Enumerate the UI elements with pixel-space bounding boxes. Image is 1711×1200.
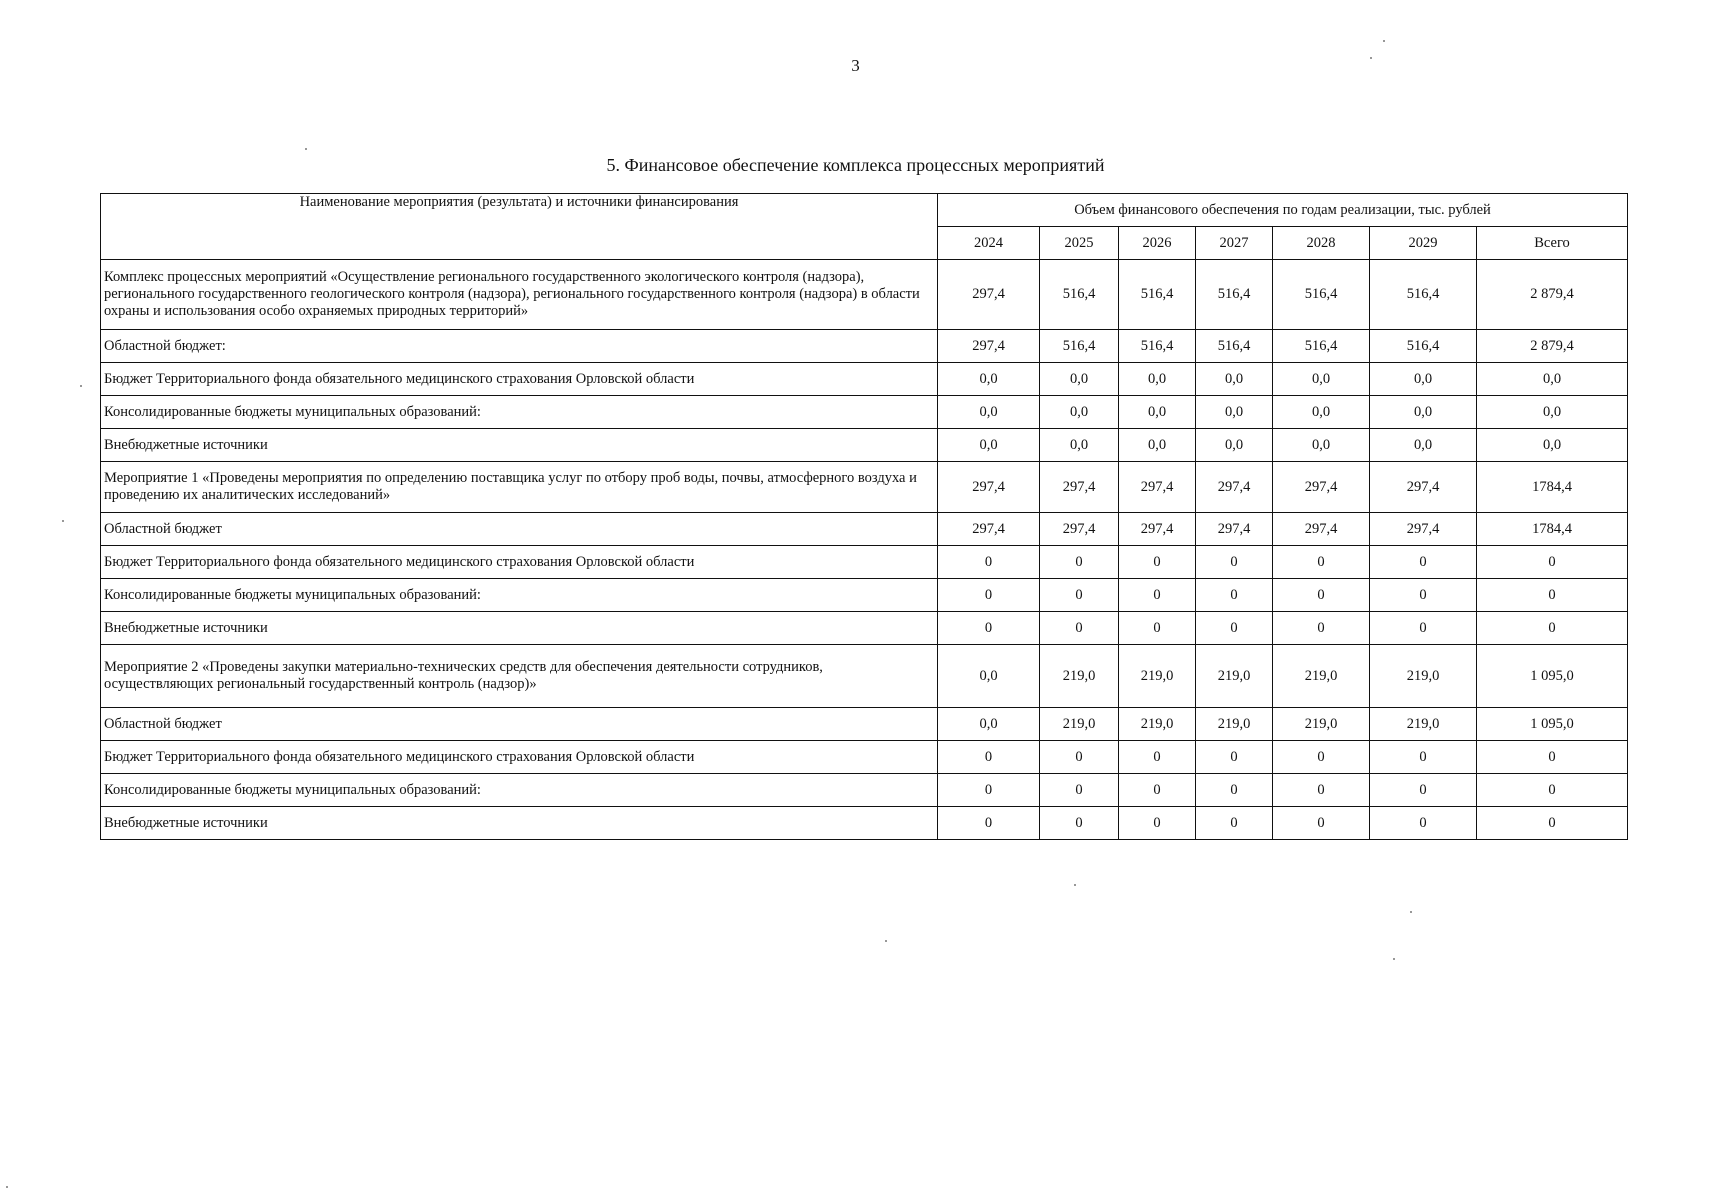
row-name: Мероприятие 1 «Проведены мероприятия по определению поставщика услуг по отбору проб воды, почвы, атмосферного воздуха и проведению их аналитических исследований»	[101, 462, 938, 513]
column-header-year: 2029	[1370, 227, 1477, 260]
column-header-financing: Объем финансового обеспечения по годам реализации, тыс. рублей	[938, 194, 1628, 227]
row-total: 1 095,0	[1477, 708, 1628, 741]
row-value: 0,0	[1370, 363, 1477, 396]
row-value: 0,0	[1119, 363, 1196, 396]
row-total: 2 879,4	[1477, 260, 1628, 330]
document-title: 5. Финансовое обеспечение комплекса процессных мероприятий	[606, 155, 1105, 175]
column-header-year: 2027	[1196, 227, 1273, 260]
row-value: 0	[1196, 579, 1273, 612]
row-value: 0	[1370, 612, 1477, 645]
row-value: 0	[1370, 807, 1477, 840]
row-value: 0	[1273, 546, 1370, 579]
table-row	[101, 741, 1628, 774]
row-value: 0	[1119, 546, 1196, 579]
row-total: 0,0	[1477, 363, 1628, 396]
row-value: 297,4	[938, 513, 1040, 546]
scan-speck	[62, 520, 64, 522]
row-name: Бюджет Территориального фонда обязательного медицинского страхования Орловской области	[101, 546, 938, 579]
scan-speck	[305, 148, 307, 150]
row-total: 0	[1477, 579, 1628, 612]
row-value: 219,0	[1040, 645, 1119, 708]
row-value: 219,0	[1119, 645, 1196, 708]
row-value: 0,0	[1119, 429, 1196, 462]
row-name: Областной бюджет	[101, 708, 938, 741]
row-value: 0,0	[1040, 396, 1119, 429]
column-header-total: Всего	[1477, 227, 1628, 260]
row-value: 297,4	[1040, 513, 1119, 546]
row-value: 0	[938, 807, 1040, 840]
table-row	[101, 513, 1628, 546]
row-value: 0,0	[1040, 363, 1119, 396]
column-header-year: 2025	[1040, 227, 1119, 260]
row-value: 0,0	[938, 708, 1040, 741]
column-header-name: Наименование мероприятия (результата) и источники финансирования	[101, 194, 938, 260]
row-value: 0,0	[1119, 396, 1196, 429]
page-number: 3	[851, 56, 860, 75]
row-value: 0	[1370, 741, 1477, 774]
row-value: 516,4	[1196, 330, 1273, 363]
row-value: 0	[1370, 546, 1477, 579]
row-name: Мероприятие 2 «Проведены закупки материально-технических средств для обеспечения деятельности сотрудников, осуществляющих региональный государственный контроль (надзор)»	[101, 645, 938, 708]
row-value: 0,0	[1273, 429, 1370, 462]
column-header-year: 2024	[938, 227, 1040, 260]
row-value: 297,4	[1273, 513, 1370, 546]
row-value: 0,0	[938, 363, 1040, 396]
row-total: 1784,4	[1477, 513, 1628, 546]
table-row	[101, 645, 1628, 708]
row-value: 0,0	[938, 429, 1040, 462]
table-row	[101, 708, 1628, 741]
row-value: 297,4	[1370, 513, 1477, 546]
row-value: 297,4	[938, 462, 1040, 513]
table-row	[101, 429, 1628, 462]
row-total: 0	[1477, 774, 1628, 807]
row-value: 0	[938, 774, 1040, 807]
row-value: 0	[938, 579, 1040, 612]
row-value: 219,0	[1040, 708, 1119, 741]
row-value: 0	[1040, 612, 1119, 645]
row-value: 297,4	[938, 260, 1040, 330]
row-value: 219,0	[1370, 645, 1477, 708]
row-value: 0,0	[1273, 363, 1370, 396]
row-value: 0	[1196, 774, 1273, 807]
row-total: 0	[1477, 546, 1628, 579]
row-value: 0	[1040, 774, 1119, 807]
row-total: 1784,4	[1477, 462, 1628, 513]
row-value: 219,0	[1370, 708, 1477, 741]
row-name: Комплекс процессных мероприятий «Осуществление регионального государственного экологического контроля (надзора), регионального государственного геологического контроля (надзора), регионального государственного контроля (надзора) в области охраны и использования особо охраняемых природных территорий»	[101, 260, 938, 330]
row-value: 516,4	[1040, 260, 1119, 330]
scan-speck	[1383, 40, 1385, 42]
financing-table	[100, 193, 1628, 840]
row-value: 0	[1273, 774, 1370, 807]
row-value: 0	[1370, 579, 1477, 612]
scan-speck	[1393, 958, 1395, 960]
row-value: 516,4	[1040, 330, 1119, 363]
row-name: Консолидированные бюджеты муниципальных образований:	[101, 774, 938, 807]
row-value: 219,0	[1273, 708, 1370, 741]
row-value: 297,4	[1196, 462, 1273, 513]
scan-speck	[885, 940, 887, 942]
table-row	[101, 260, 1628, 330]
row-value: 0,0	[938, 396, 1040, 429]
scan-speck	[80, 385, 82, 387]
row-value: 0	[1040, 807, 1119, 840]
row-value: 0	[1119, 612, 1196, 645]
row-value: 0	[1119, 741, 1196, 774]
scan-speck	[1370, 57, 1372, 59]
row-name: Областной бюджет	[101, 513, 938, 546]
row-value: 0	[938, 546, 1040, 579]
row-value: 219,0	[1119, 708, 1196, 741]
row-value: 0	[1119, 579, 1196, 612]
table-row	[101, 396, 1628, 429]
row-value: 297,4	[1119, 513, 1196, 546]
row-value: 0	[1370, 774, 1477, 807]
row-value: 516,4	[1119, 330, 1196, 363]
row-value: 516,4	[1273, 260, 1370, 330]
table-row	[101, 612, 1628, 645]
row-value: 0,0	[1196, 429, 1273, 462]
row-name: Внебюджетные источники	[101, 612, 938, 645]
row-value: 0	[938, 612, 1040, 645]
row-total: 0	[1477, 612, 1628, 645]
row-value: 0	[1040, 741, 1119, 774]
row-total: 0,0	[1477, 396, 1628, 429]
row-value: 297,4	[1273, 462, 1370, 513]
row-value: 0,0	[1370, 429, 1477, 462]
row-value: 0	[1196, 807, 1273, 840]
table-row	[101, 363, 1628, 396]
row-value: 516,4	[1196, 260, 1273, 330]
column-header-year: 2026	[1119, 227, 1196, 260]
row-value: 516,4	[1370, 260, 1477, 330]
row-value: 0,0	[938, 645, 1040, 708]
row-name: Бюджет Территориального фонда обязательного медицинского страхования Орловской области	[101, 741, 938, 774]
table-row	[101, 807, 1628, 840]
row-value: 0,0	[1040, 429, 1119, 462]
row-value: 0	[1273, 612, 1370, 645]
table-row	[101, 774, 1628, 807]
row-value: 0,0	[1273, 396, 1370, 429]
row-value: 516,4	[1273, 330, 1370, 363]
row-total: 1 095,0	[1477, 645, 1628, 708]
column-header-year: 2028	[1273, 227, 1370, 260]
table-row	[101, 546, 1628, 579]
row-value: 0	[1119, 807, 1196, 840]
row-value: 0	[938, 741, 1040, 774]
row-name: Внебюджетные источники	[101, 807, 938, 840]
row-value: 0	[1040, 579, 1119, 612]
row-value: 0,0	[1370, 396, 1477, 429]
row-total: 0,0	[1477, 429, 1628, 462]
row-value: 219,0	[1196, 645, 1273, 708]
row-value: 0	[1040, 546, 1119, 579]
row-value: 0	[1119, 774, 1196, 807]
row-total: 0	[1477, 807, 1628, 840]
table-row	[101, 462, 1628, 513]
scan-speck	[1074, 884, 1076, 886]
row-name: Внебюджетные источники	[101, 429, 938, 462]
row-name: Бюджет Территориального фонда обязательного медицинского страхования Орловской области	[101, 363, 938, 396]
row-value: 0	[1196, 741, 1273, 774]
row-value: 0	[1196, 612, 1273, 645]
row-value: 0,0	[1196, 396, 1273, 429]
row-value: 219,0	[1273, 645, 1370, 708]
scan-speck	[1410, 911, 1412, 913]
row-name: Областной бюджет:	[101, 330, 938, 363]
row-value: 516,4	[1119, 260, 1196, 330]
row-value: 297,4	[1370, 462, 1477, 513]
row-total: 2 879,4	[1477, 330, 1628, 363]
row-value: 219,0	[1196, 708, 1273, 741]
row-value: 0	[1273, 741, 1370, 774]
row-value: 0	[1273, 807, 1370, 840]
table-row	[101, 579, 1628, 612]
row-name: Консолидированные бюджеты муниципальных образований:	[101, 396, 938, 429]
row-value: 0	[1273, 579, 1370, 612]
row-value: 0	[1196, 546, 1273, 579]
row-value: 0,0	[1196, 363, 1273, 396]
row-value: 297,4	[1196, 513, 1273, 546]
scan-speck	[6, 1186, 8, 1188]
table-row	[101, 330, 1628, 363]
row-value: 297,4	[1040, 462, 1119, 513]
row-name: Консолидированные бюджеты муниципальных образований:	[101, 579, 938, 612]
row-total: 0	[1477, 741, 1628, 774]
row-value: 516,4	[1370, 330, 1477, 363]
row-value: 297,4	[1119, 462, 1196, 513]
row-value: 297,4	[938, 330, 1040, 363]
